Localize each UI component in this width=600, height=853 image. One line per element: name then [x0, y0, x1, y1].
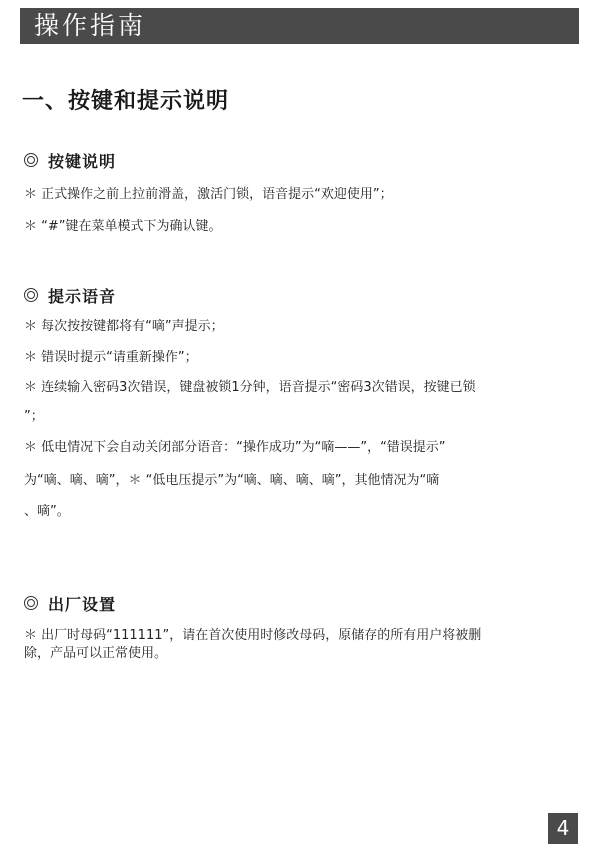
text-line: ＊ 错误时提示“请重新操作”； [24, 350, 198, 365]
page-number: 4 [548, 813, 578, 844]
text-line: ＊ 低电情况下会自动关闭部分语音：“操作成功”为“嘀——”，“错误提示” [24, 440, 446, 455]
section-title: 按键说明 [48, 151, 117, 171]
text-line: 为“嘀、嘀、嘀”，＊ “低电压提示”为“嘀、嘀、嘀、嘀”，其他情况为“嘀 [24, 473, 440, 488]
bullseye-icon [24, 153, 38, 167]
text-line: ＊ “#”键在菜单模式下为确认键。 [24, 219, 222, 234]
bullseye-icon [24, 288, 38, 302]
section-factory-settings [24, 592, 580, 614]
text-line: ＊ 每次按按键都将有“嘀”声提示； [24, 319, 224, 334]
text-line: ＊ 连续输入密码3次错误，键盘被锁1分钟，语音提示“密码3次错误，按键已锁 [24, 380, 476, 395]
text-line: ＊ 出厂时母码“111111”，请在首次使用时修改母码，原储存的所有用户将被删 [24, 628, 482, 643]
main-heading: 一、按键和提示说明 [22, 89, 230, 114]
header-banner [20, 8, 579, 44]
text-line: ＊ 正式操作之前上拉前滑盖，激活门锁，语音提示“欢迎使用”； [24, 187, 393, 202]
section-title: 提示语音 [48, 286, 117, 306]
section-title: 出厂设置 [48, 594, 117, 614]
section-voice-prompts [24, 284, 580, 306]
page-title: 操作指南 [34, 11, 147, 40]
section-keys [24, 149, 580, 171]
text-line: 除，产品可以正常使用。 [24, 646, 168, 661]
text-line: 、嘀”。 [24, 504, 70, 519]
text-line: ”； [24, 409, 44, 424]
bullseye-icon [24, 596, 38, 610]
